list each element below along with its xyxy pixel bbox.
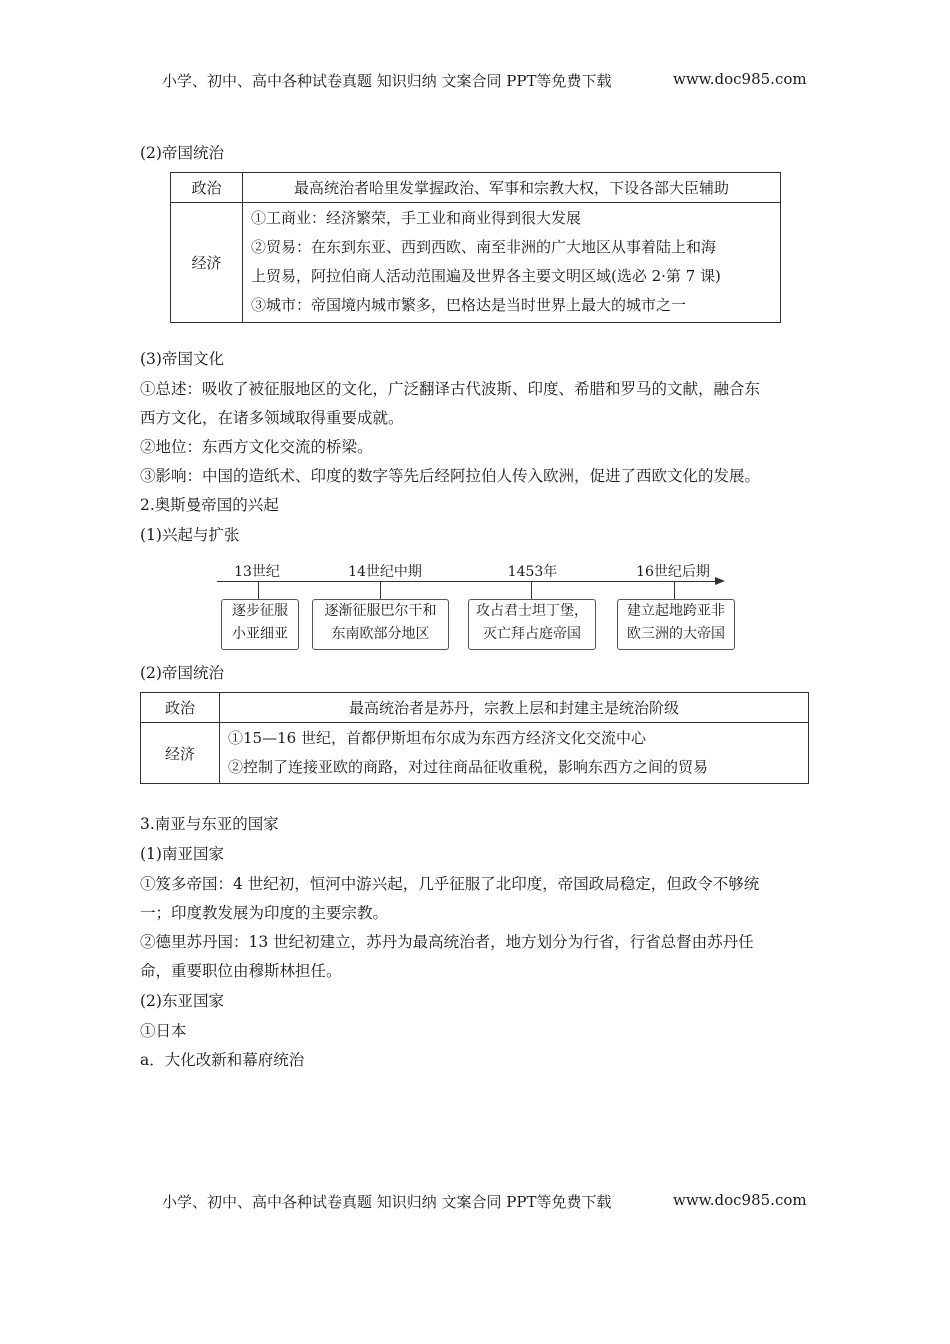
timeline-event-box	[468, 599, 596, 650]
economy-line: ③城市：帝国境内城市繁多，巴格达是当时世界上最大的城市之一	[251, 296, 687, 314]
japan-title: ①日本	[140, 1022, 187, 1040]
footer-banner-text: 小学、初中、高中各种试卷真题 知识归纳 文案合同 PPT等免费下载	[162, 1193, 612, 1211]
politics-text: 最高统治者哈里发掌握政治、军事和宗教大权，下设各部大臣辅助	[243, 173, 781, 203]
header-site-link[interactable]: www.doc985.com	[673, 70, 807, 88]
politics-label: 政治	[141, 693, 220, 723]
arab-rule-table	[170, 172, 781, 323]
timeline-event-line: 灭亡拜占庭帝国	[483, 626, 581, 642]
arab-rule-title: (2)帝国统治	[140, 144, 224, 162]
timeline-tick	[258, 581, 259, 599]
timeline-event-line: 逐渐征服巴尔干和	[324, 603, 437, 619]
timeline-event-line: 小亚细亚	[232, 626, 288, 642]
culture-line: ③影响：中国的造纸术、印度的数字等先后经阿拉伯人传入欧洲，促进了西欧文化的发展。	[140, 467, 761, 485]
timeline-label: 16世纪后期	[636, 564, 710, 580]
timeline-tick	[380, 581, 381, 599]
economy-line: 上贸易，阿拉伯商人活动范围遍及世界各主要文明区域(选必 2·第 7 课)	[251, 267, 721, 285]
south-east-asia-title: 3.南亚与东亚的国家	[140, 815, 279, 833]
timeline-tick	[531, 581, 532, 599]
culture-line: 西方文化，在诸多领域取得重要成就。	[140, 409, 404, 427]
timeline-label: 14世纪中期	[348, 564, 422, 580]
timeline-event-line: 欧三洲的大帝国	[627, 626, 725, 642]
south-asia-line: ①笈多帝国：4 世纪初，恒河中游兴起，几乎征服了北印度，帝国政局稳定，但政令不够统	[140, 875, 760, 893]
east-asia-title: (2)东亚国家	[140, 992, 224, 1010]
ottoman-title: 2.奥斯曼帝国的兴起	[140, 496, 279, 514]
timeline-event-line: 东南欧部分地区	[331, 626, 430, 642]
south-asia-line: 命，重要职位由穆斯林担任。	[140, 962, 342, 980]
culture-title: (3)帝国文化	[140, 350, 224, 368]
timeline-event-box	[312, 599, 449, 650]
politics-text: 最高统治者是苏丹，宗教上层和封建主是统治阶级	[220, 693, 809, 723]
economy-cell	[243, 203, 781, 323]
politics-label: 政治	[171, 173, 243, 203]
south-asia-title: (1)南亚国家	[140, 845, 224, 863]
rise-expansion-title: (1)兴起与扩张	[140, 526, 240, 544]
ottoman-rule-title: (2)帝国统治	[140, 664, 224, 682]
footer-site-link[interactable]: www.doc985.com	[673, 1191, 807, 1209]
economy-label: 经济	[141, 723, 220, 784]
economy-line: ②贸易：在东到东亚、西到西欧、南至非洲的广大地区从事着陆上和海	[251, 238, 717, 256]
timeline-axis	[217, 581, 717, 582]
japan-item-a: a．大化改新和幕府统治	[140, 1051, 305, 1069]
economy-label: 经济	[171, 203, 243, 323]
timeline-label: 13世纪	[234, 564, 280, 580]
economy-line: ①工商业：经济繁荣，手工业和商业得到很大发展	[251, 209, 582, 227]
economy-cell	[220, 723, 809, 784]
economy-line: ②控制了连接亚欧的商路，对过往商品征收重税，影响东西方之间的贸易	[228, 758, 709, 776]
timeline-label: 1453年	[507, 564, 558, 580]
ottoman-rule-table	[140, 692, 809, 784]
culture-line: ①总述：吸收了被征服地区的文化，广泛翻译古代波斯、印度、希腊和罗马的文献，融合东	[140, 380, 761, 398]
south-asia-line: ②德里苏丹国：13 世纪初建立，苏丹为最高统治者，地方划分为行省，行省总督由苏丹任	[140, 933, 754, 951]
economy-line: ①15—16 世纪，首都伊斯坦布尔成为东西方经济文化交流中心	[228, 729, 646, 747]
timeline-event-line: 建立起地跨亚非	[627, 603, 725, 619]
header-banner-text: 小学、初中、高中各种试卷真题 知识归纳 文案合同 PPT等免费下载	[162, 72, 612, 90]
south-asia-line: 一；印度教发展为印度的主要宗教。	[140, 904, 389, 922]
culture-line: ②地位：东西方文化交流的桥梁。	[140, 438, 373, 456]
timeline-event-box	[617, 599, 735, 650]
timeline-event-box	[221, 599, 299, 650]
timeline-event-line: 逐步征服	[232, 603, 288, 619]
timeline-event-line: 攻占君士坦丁堡，	[476, 603, 588, 619]
timeline-tick	[674, 581, 675, 599]
